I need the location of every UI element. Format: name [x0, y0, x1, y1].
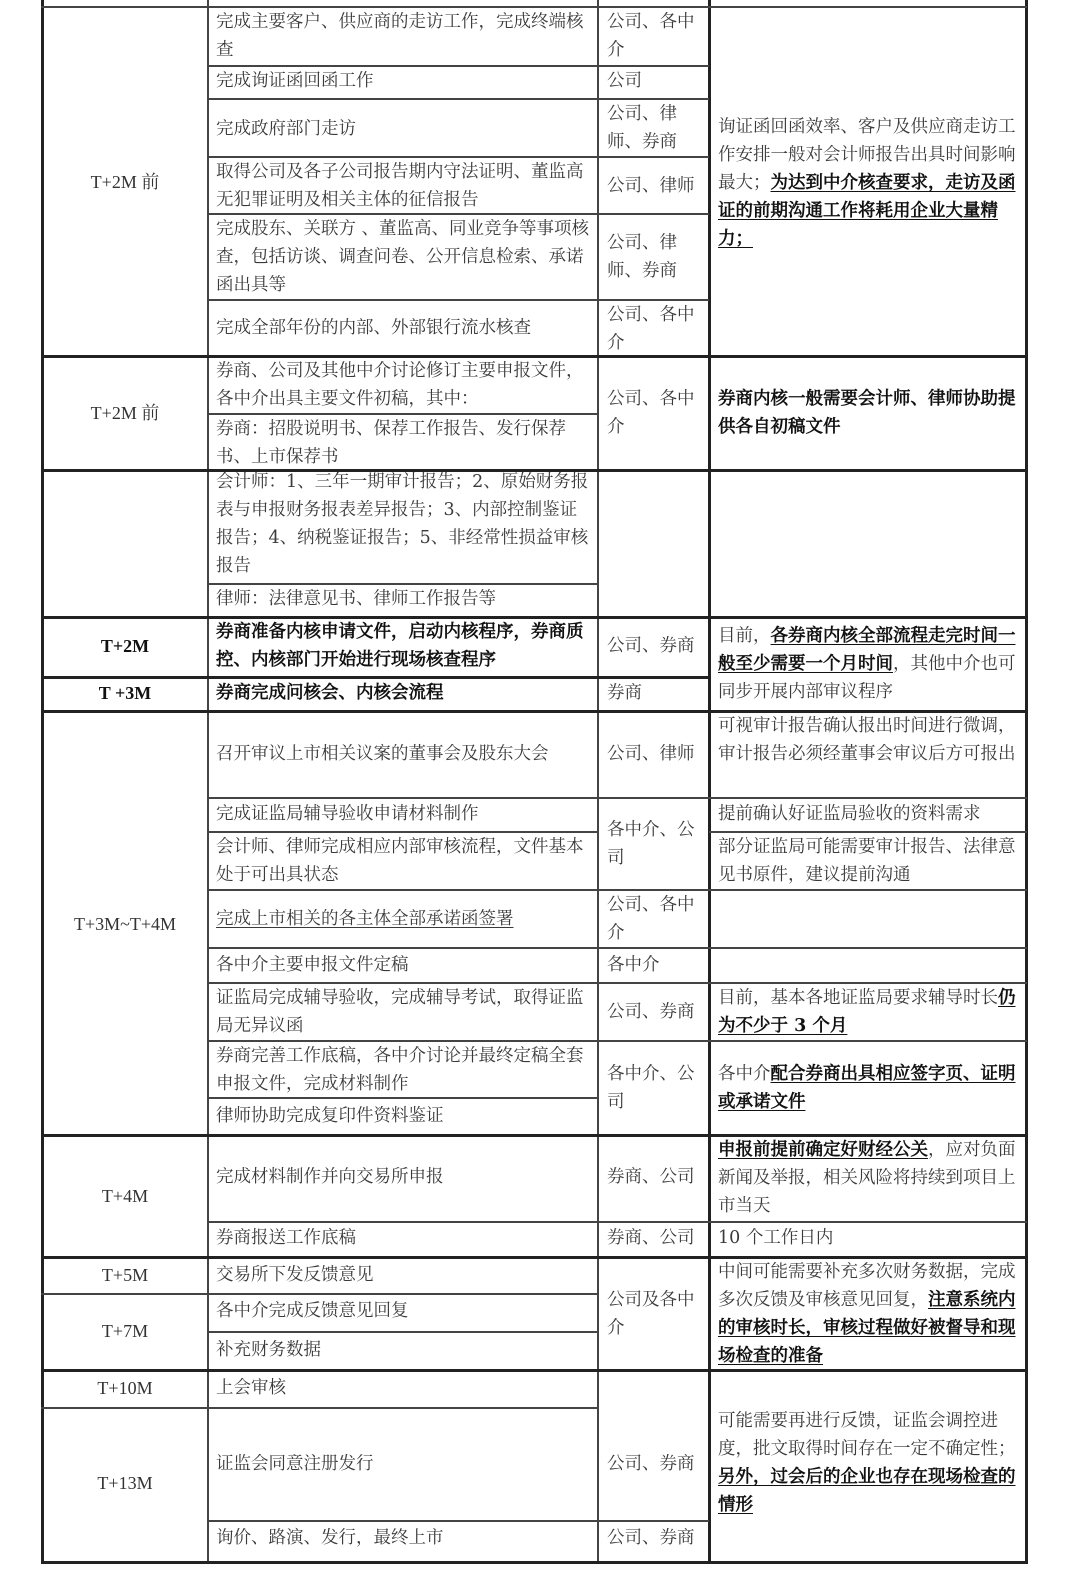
party-text: 各中介、公司 — [607, 820, 695, 868]
party-text: 公司、券商 — [607, 1002, 695, 1022]
party-text: 公司、券商 — [607, 636, 695, 656]
party-text: 公司、各中介 — [607, 12, 695, 60]
party-text: 公司、律师 — [607, 744, 695, 764]
task-text: 完成询证函回函工作 — [216, 71, 374, 91]
task-text: 交易所下发反馈意见 — [216, 1265, 374, 1285]
table-border-bottom — [41, 1561, 1027, 1564]
task-text: 券商完善工作底稿，各中介讨论并最终定稿全套申报文件，完成材料制作 — [216, 1046, 584, 1094]
party-text: 公司、各中介 — [607, 895, 695, 943]
remark-plain: 各中介 — [718, 1064, 771, 1084]
task-text: 券商准备内核申请文件，启动内核程序，券商质控、内核部门开始进行现场核查程序 — [216, 622, 584, 670]
remark-text — [718, 1136, 1020, 1220]
party-text: 公司 — [607, 71, 642, 91]
task-text: 询价、路演、发行，最终上市 — [216, 1528, 444, 1548]
remark-plain: 可能需要再进行反馈，证监会调控进度，批文取得时间存在一定不确定性； — [718, 1411, 1016, 1459]
row-line — [207, 797, 1027, 799]
task-text: 各中介完成反馈意见回复 — [216, 1301, 409, 1321]
row-line — [207, 1221, 1027, 1223]
row-line — [207, 1331, 597, 1333]
remark-text: 提前确认好证监局验收的资料需求 — [718, 804, 981, 824]
remark-emphasis: 申报前提前确定好财经公关 — [718, 1140, 928, 1160]
task-text: 完成材料制作并向交易所申报 — [216, 1167, 444, 1187]
row-line — [207, 1520, 709, 1522]
remark-plain: 中间可能需要补充多次财务数据，完成多次反馈及审核意见回复， — [718, 1262, 1016, 1310]
stage-label: T+2M 前 — [90, 172, 160, 192]
remark-text — [718, 622, 1020, 706]
task-text: 券商：招股说明书、保荐工作报告、发行保荐书、上市保荐书 — [216, 419, 566, 467]
task-text: 券商完成问核会、内核会流程 — [216, 683, 444, 703]
row-line — [41, 1293, 597, 1295]
party-text: 各中介、公司 — [607, 1064, 695, 1112]
task-text: 取得公司及各子公司报告期内守法证明、董监高无犯罪证明及相关主体的征信报告 — [216, 162, 584, 210]
row-line — [41, 1407, 597, 1409]
task-text: 证监会同意注册发行 — [216, 1454, 374, 1474]
stage-label: T+5M — [101, 1265, 149, 1285]
party-text: 公司、律师 — [607, 176, 695, 196]
stage-label: T+4M — [101, 1186, 149, 1206]
task-text: 补充财务数据 — [216, 1340, 321, 1360]
party-text: 公司、各中介 — [607, 389, 695, 437]
stage-label: T+2M — [100, 636, 150, 656]
task-text: 券商、公司及其他中介讨论修订主要申报文件，各中介出具主要文件初稿，其中： — [216, 361, 584, 409]
row-line — [207, 947, 1027, 949]
task-text: 完成证监局辅导验收申请材料制作 — [216, 804, 479, 824]
column-divider-3 — [708, 0, 711, 1564]
remark-emphasis: 仍为不少于 3 个月 — [718, 988, 1016, 1036]
task-text: 完成上市相关的各主体全部承诺函签署 — [216, 909, 514, 929]
remark-emphasis: 各券商内核全部流程走完时间一般至少需要一个月时间 — [718, 626, 1016, 674]
table-border-right — [1025, 0, 1028, 1564]
remark-emphasis: 另外，过会后的企业也存在现场检查的情形 — [718, 1467, 1016, 1515]
remark-plain: ，其他中介也可同步开展内部审议程序 — [718, 654, 1016, 702]
task-text: 券商报送工作底稿 — [216, 1228, 356, 1248]
task-text: 证监局完成辅导验收，完成辅导考试，取得证监局无异议函 — [216, 988, 584, 1036]
remark-text — [718, 1407, 1020, 1519]
stage-label: T+7M — [101, 1321, 149, 1341]
remark-plain: 目前， — [718, 626, 771, 646]
remark-plain: 询证函回函效率、客户及供应商走访工作安排一般对会计师报告出具时间影响最大； — [718, 117, 1016, 193]
remark-plain: 目前，基本各地证监局要求辅导时长 — [718, 988, 998, 1008]
task-text: 会计师、律师完成相应内部审核流程，文件基本处于可出具状态 — [216, 837, 584, 885]
remark-text: 10 个工作日内 — [718, 1228, 834, 1248]
task-text: 完成主要客户、供应商的走访工作，完成终端核查 — [216, 12, 584, 60]
remark-text — [718, 113, 1020, 253]
remark-text: 部分证监局可能需要审计报告、法律意见书原件，建议提前沟通 — [718, 837, 1016, 885]
party-text: 公司、券商 — [607, 1454, 695, 1474]
task-text: 会计师：1、三年一期审计报告；2、原始财务报表与申报财务报表差异报告；3、内部控制鉴证报告；4、纳税鉴证报告；5、非经常性损益审核报告 — [216, 472, 589, 576]
stage-label: T+10M — [97, 1378, 153, 1398]
task-text: 各中介主要申报文件定稿 — [216, 955, 409, 975]
task-text: 律师协助完成复印件资料鉴证 — [216, 1106, 444, 1126]
party-text: 公司、律师、券商 — [607, 233, 677, 281]
column-divider-1 — [207, 0, 209, 1564]
stage-label: T+2M 前 — [90, 403, 160, 423]
party-text: 公司及各中介 — [607, 1290, 695, 1338]
party-text: 公司、券商 — [607, 1528, 695, 1548]
task-text: 完成全部年份的内部、外部银行流水核查 — [216, 318, 531, 338]
stage-label: T+3M~T+4M — [73, 914, 177, 934]
remark-text: 券商内核一般需要会计师、律师协助提供各自初稿文件 — [718, 389, 1016, 437]
stage-label: T +3M — [98, 683, 152, 703]
remark-emphasis: 配合券商出具相应签字页、证明或承诺文件 — [718, 1064, 1016, 1112]
party-text: 券商、公司 — [607, 1228, 695, 1248]
party-text: 各中介 — [607, 955, 660, 975]
party-text: 公司、律师、券商 — [607, 104, 677, 152]
party-text: 公司、各中介 — [607, 305, 695, 353]
task-text: 律师：法律意见书、律师工作报告等 — [216, 589, 496, 609]
task-text: 召开审议上市相关议案的董事会及股东大会 — [216, 744, 549, 764]
remark-plain: ，应对负面新闻及举报，相关风险将持续到项目上市当天 — [718, 1140, 1016, 1216]
remark-text: 可视审计报告确认报出时间进行微调，审计报告必须经董事会审议后方可报出 — [718, 716, 1016, 764]
column-divider-2 — [597, 0, 599, 1564]
task-text: 上会审核 — [216, 1378, 286, 1398]
remark-text — [718, 1258, 1020, 1370]
remark-text — [718, 984, 1020, 1040]
task-text: 完成股东、关联方 、董监高、同业竞争等事项核查，包括访谈、调查问卷、公开信息检索、承诺函出具等 — [216, 219, 590, 295]
task-text: 完成政府部门走访 — [216, 119, 356, 139]
stage-label: T+13M — [97, 1473, 153, 1493]
remark-emphasis: 注意系统内的审核时长，审核过程做好被督导和现场检查的准备 — [718, 1290, 1016, 1366]
party-text: 券商、公司 — [607, 1167, 695, 1187]
remark-emphasis: 为达到中介核查要求，走访及函证的前期沟通工作将耗用企业大量精力； — [718, 173, 1016, 249]
party-text: 券商 — [607, 683, 642, 703]
remark-text — [718, 1060, 1020, 1116]
